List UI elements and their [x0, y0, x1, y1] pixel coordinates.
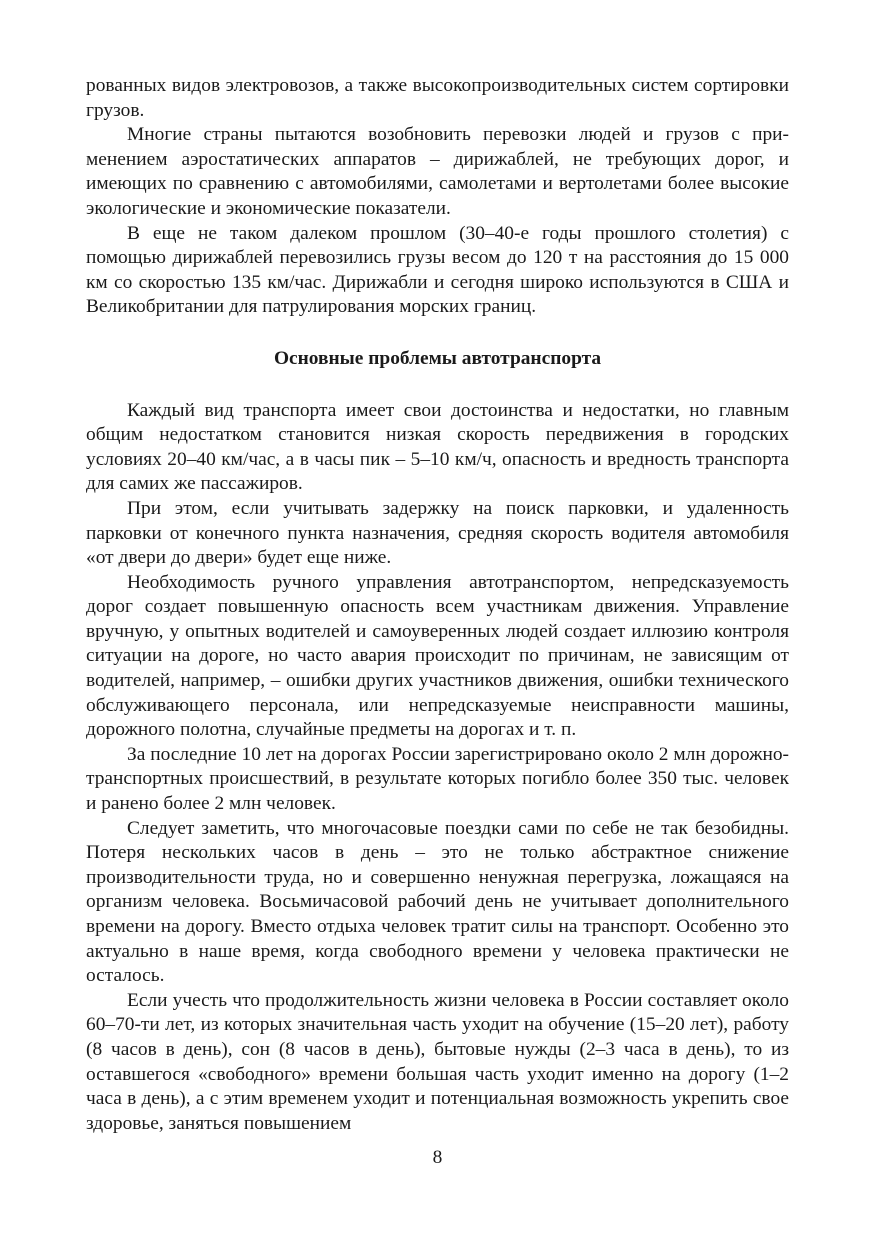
paragraph: рованных видов электровозов, а также высокопроизводительных систем сортировки грузов. — [86, 75, 789, 121]
paragraph: Каждый вид транспорта имеет свои достоинства и недостатки, но главным общим недостатком становится низкая скорость передвижения в городских условиях 20–40 км/час, а в часы пик – 5–10 км/ч, опасность и вредность транспорта для самих же пассажиров. — [86, 399, 789, 495]
paragraph: Следует заметить, что многочасовые поездки сами по себе не так безобидны. Потеря нескольких часов в день – это не только абстрактное снижение производительности труда, но и совершенно ненужная перегрузка, ложащаяся на организм человека. Восьмичасовой рабочий день не учитывает дополнительного времени на дорогу. Вместо отдыха человек тратит силы на транспорт. Особенно это актуально в наше время, когда свободного времени у человека практически не осталось. — [86, 817, 789, 987]
page-number: 8 — [432, 1147, 443, 1168]
paragraph: Необходимость ручного управления автотранспортом, непредсказуемость дорог создает повышенную опасность всем участникам движения. Управление вручную, у опытных водителей и самоуверенных людей создает иллюзию контроля ситуации на дороге, но часто авария происходит по причинам, не зависящим от водителей, например, – ошибки других участников движения, ошибки технического обслуживающего персонала, или непредсказуемые неисправности машины, дорожного полотна, случайные предметы на дорогах и т. п. — [86, 571, 789, 741]
paragraph: Многие страны пытаются возобновить перевозки людей и грузов с применением аэростатических аппаратов – дирижаблей, не требующих дорог, и имеющих по сравнению с автомобилями, самолетами и вертолетами более высокие экологические и экономические показатели. — [86, 124, 789, 219]
section-heading: Основные проблемы автотранспорта — [273, 347, 602, 369]
paragraph: Если учесть что продолжительность жизни человека в России составляет около 60–70-ти лет, из которых значительная часть уходит на обучение (15–20 лет), работу (8 часов в день), сон (8 часов в день), бытовые нужды (2–3 часа в день), то из оставшегося «свободного» времени большая часть уходит именно на дорогу (1–2 часа в день), а с этим временем уходит и потенциальная возможность укрепить свое здоровье, заняться повышением — [86, 989, 789, 1134]
paragraph: В еще не таком далеком прошлом (30–40-е годы прошлого столетия) с помощью дирижаблей перевозились грузы весом до 120 т на расстояния до 15 000 км со скоростью 135 км/час. Дирижабли и сегодня широко используются в США и Великобритании для патрулирования морских границ. — [86, 222, 789, 318]
page-body — [86, 74, 789, 1136]
paragraph: При этом, если учитывать задержку на поиск парковки, и удаленность парковки от конечного пункта назначения, средняя скорость водителя автомобиля «от двери до двери» будет еще ниже. — [86, 497, 789, 569]
paragraph: За последние 10 лет на дорогах России зарегистрировано около 2 млн дорожно-транспортных происшествий, в результате которых погибло более 350 тыс. человек и ранено более 2 млн человек. — [86, 743, 789, 815]
